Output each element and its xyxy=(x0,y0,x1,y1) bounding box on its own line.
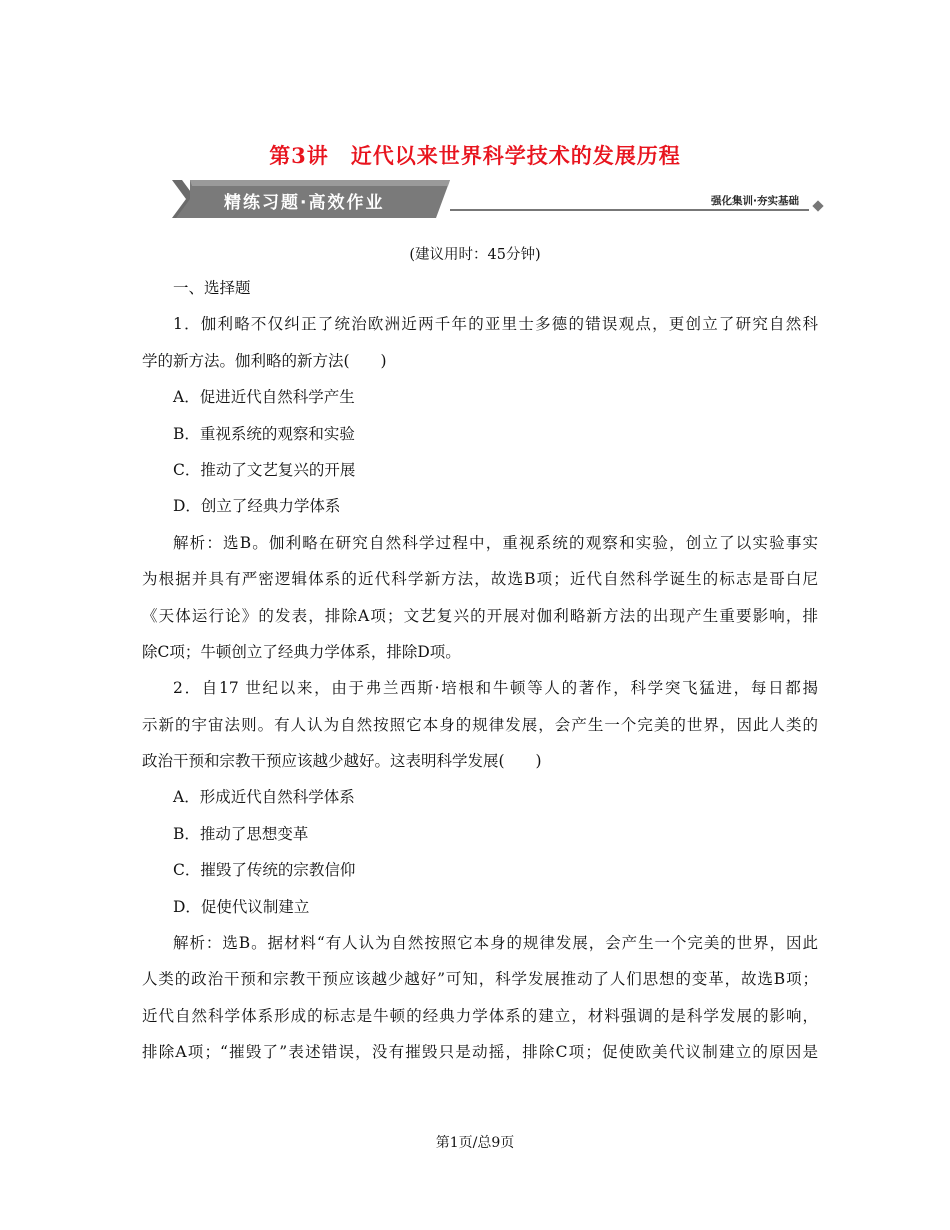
question-2-text: 2．自17 世纪以来，由于弗兰西斯·培根和牛顿等人的著作，科学突飞猛进，每日都揭 xyxy=(173,679,818,698)
analysis-2-text: 解析：选B。据材料“有人认为自然按照它本身的规律发展，会产生一个完美的世界，因此 xyxy=(173,934,818,953)
analysis-1-text: 《天体运行论》的发表，排除A项；文艺复兴的开展对伽利略新方法的出现产生重要影响，排 xyxy=(142,606,818,625)
banner-title: 精练习题·高效作业 xyxy=(224,193,385,213)
page-footer: 第1页/总9页 xyxy=(435,1135,515,1151)
option-b: B．重视系统的观察和实验 xyxy=(173,424,355,443)
time-note: (建议用时：45分钟) xyxy=(409,247,541,263)
analysis-1-text: 除C项；牛顿创立了经典力学体系，排除D项。 xyxy=(142,642,461,661)
analysis-2-text: 近代自然科学体系形成的标志是牛顿的经典力学体系的建立，材料强调的是科学发展的影响， xyxy=(142,1006,818,1025)
option-a: A．促进近代自然科学产生 xyxy=(173,388,355,407)
question-1-text: 1．伽利略不仅纠正了统治欧洲近两千年的亚里士多德的错误观点，更创立了研究自然科 xyxy=(173,315,818,334)
analysis-2-text: 排除A项；“摧毁了”表述错误，没有摧毁只是动摇，排除C项；促使欧美代议制建立的原因是 xyxy=(142,1043,818,1062)
analysis-1-text: 解析：选B。伽利略在研究自然科学过程中，重视系统的观察和实验，创立了以实验事实 xyxy=(173,533,818,552)
option-c: C．摧毁了传统的宗教信仰 xyxy=(173,861,356,880)
banner-rule xyxy=(450,209,809,211)
analysis-2-text: 人类的政治干预和宗教干预应该越少越好”可知，科学发展推动了人们思想的变革，故选B项； xyxy=(142,970,818,989)
section-heading: 一、选择题 xyxy=(173,279,251,297)
document-title: 第3讲 近代以来世界科学技术的发展历程 xyxy=(269,143,681,168)
option-c: C．推动了文艺复兴的开展 xyxy=(173,460,356,479)
question-1-text: 学的新方法。伽利略的新方法( ) xyxy=(142,351,387,370)
option-d: D．创立了经典力学体系 xyxy=(173,497,341,516)
option-d: D．促使代议制建立 xyxy=(173,897,310,916)
section-banner xyxy=(172,180,827,218)
question-2-text: 政治干预和宗教干预应该越少越好。这表明科学发展( ) xyxy=(142,752,542,771)
banner-subtitle: 强化集训·夯实基础 xyxy=(711,195,799,207)
question-2-text: 示新的宇宙法则。有人认为自然按照它本身的规律发展，会产生一个完美的世界，因此人类的 xyxy=(142,715,818,734)
diamond-icon xyxy=(812,200,823,211)
analysis-1-text: 为根据并具有严密逻辑体系的近代科学新方法，故选B项；近代自然科学诞生的标志是哥白尼 xyxy=(142,570,818,589)
option-b: B．推动了思想变革 xyxy=(173,824,309,843)
document-body xyxy=(142,270,818,1071)
option-a: A．形成近代自然科学体系 xyxy=(173,788,355,807)
